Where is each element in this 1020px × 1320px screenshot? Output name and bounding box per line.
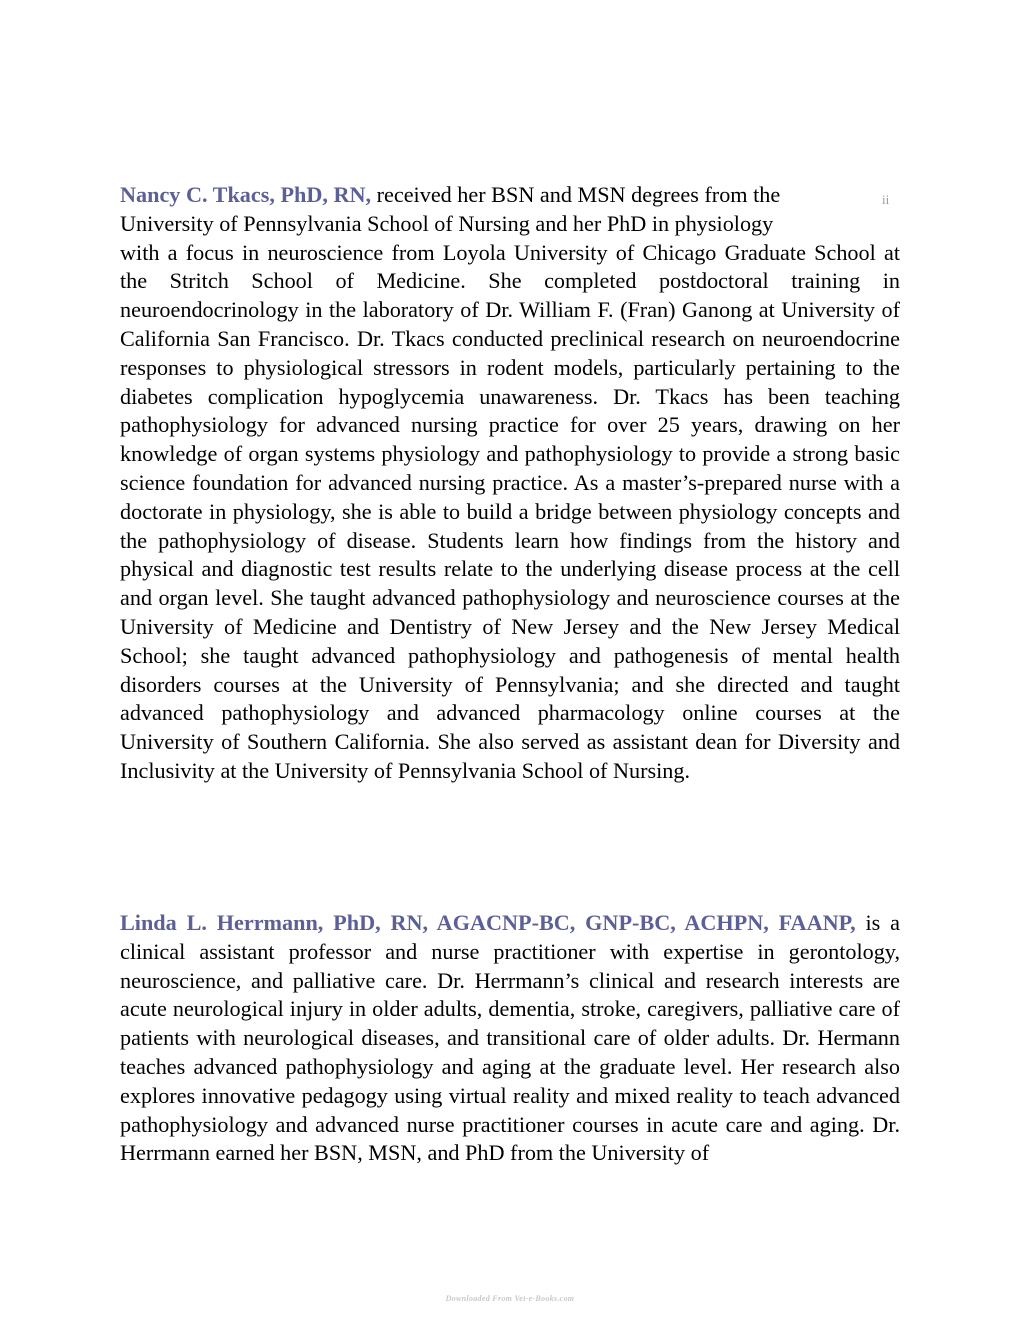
page-number: ii <box>882 192 890 207</box>
bio-herrmann-name: Linda L. Herrmann, PhD, RN, AGACNP-BC, GNP-BC, ACHPN, FAANP, <box>120 910 856 935</box>
watermark: Downloaded From Vet-e-Books.com <box>445 1294 575 1303</box>
bio-tkacs-body: with a focus in neuroscience from Loyola University of Chicago Graduate School at the Stritch School of Medicine. She completed postdoctoral training in neuroendocrinology in the laboratory of Dr. William F. (Fran) Ganong at University of California San Francisco. Dr. Tkacs conducted preclinical research on neuroendocrine responses to physiological stressors in rodent models, particularly pertaining to the diabetes complication hypoglycemia unawareness. Dr. Tkacs has been teaching pathophysiology for advanced nursing practice for over 25 years, drawing on her knowledge of organ systems physiology and pathophysiology to provide a strong basic science foundation for advanced nursing practice. As a master’s-prepared nurse with a doctorate in physiology, she is able to build a bridge between physiology concepts and the pathophysiology of disease. Students learn how findings from the history and physical and diagnostic test results relate to the underlying disease process at the cell and organ level. She taught advanced pathophysiology and neuroscience courses at the University of Medicine and Dentistry of New Jersey and the New Jersey Medical School; she taught advanced pathophysiology and pathogenesis of mental health disorders courses at the University of Pennsylvania; and she directed and taught advanced pathophysiology and advanced pharmacology online courses at the University of Southern California. She also served as assistant dean for Diversity and Inclusivity at the University of Pennsylvania School of Nursing. <box>120 239 900 783</box>
bio-tkacs-name: Nancy C. Tkacs, PhD, RN, <box>120 182 372 207</box>
bio-tkacs <box>120 181 900 786</box>
bio-tkacs-first-line <box>120 181 900 210</box>
bio-herrmann <box>120 909 900 1168</box>
bio-herrmann-body: is a clinical assistant professor and nurse practitioner with expertise in gerontology, neuroscience, and palliative care. Dr. Herrmann’s clinical and research interests are acute neurological injury in older adults, dementia, stroke, caregivers, palliative care of patients with neurological diseases, and transitional care of older adults. Dr. Hermann teaches advanced pathophysiology and aging at the graduate level. Her research also explores innovative pedagogy using virtual reality and mixed reality to teach advanced pathophysiology and advanced nurse practitioner courses in acute care and aging. Dr. Herrmann earned her BSN, MSN, and PhD from the University of <box>120 910 900 1166</box>
bio-tkacs-first-line-text: received her BSN and MSN degrees from the <box>371 182 781 207</box>
bio-tkacs-second-line: University of Pennsylvania School of Nursing and her PhD in physiology <box>120 210 774 236</box>
